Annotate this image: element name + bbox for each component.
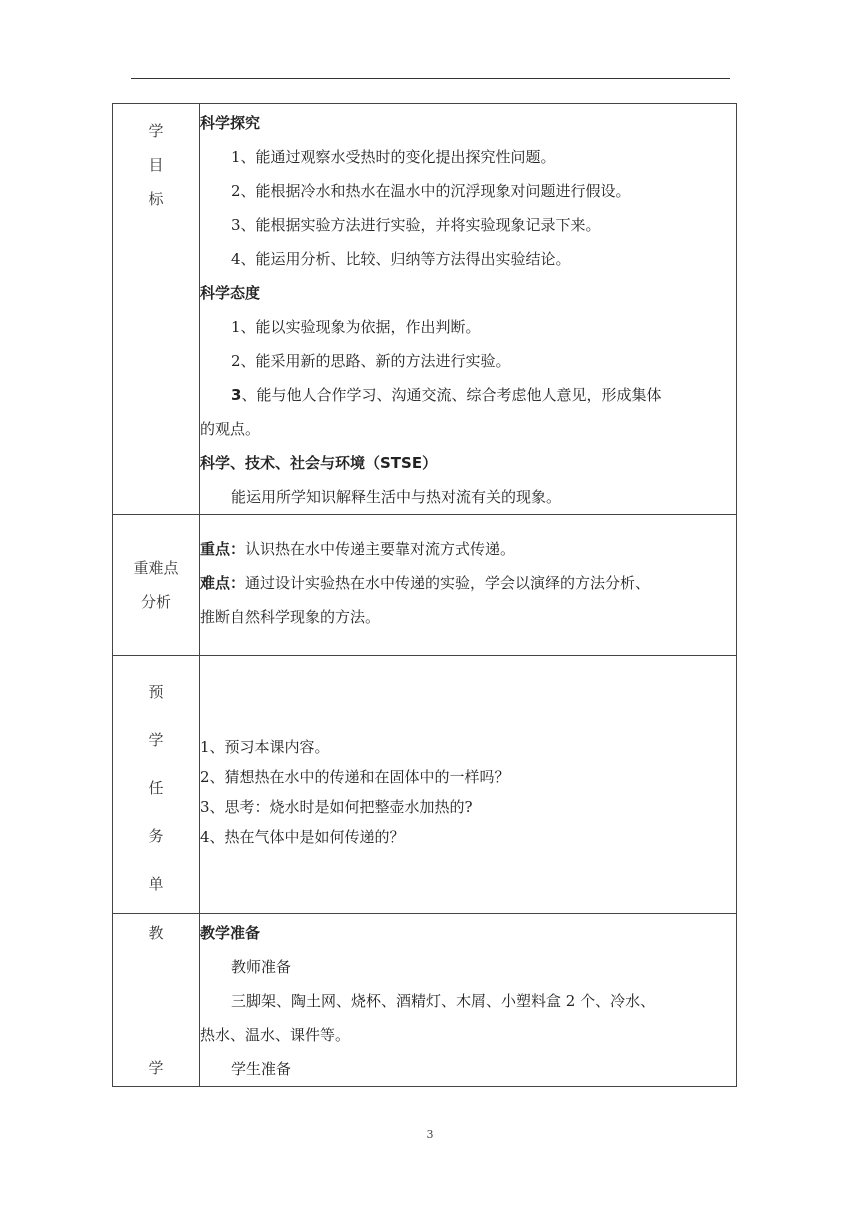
objectives-content: [200, 104, 737, 515]
materials-line: 三脚架、陶土网、烧杯、酒精灯、木屑、小塑料盒 2 个、冷水、: [231, 992, 656, 1010]
page-number: 3: [426, 1128, 434, 1141]
objective-item-continued: 的观点。: [200, 420, 261, 438]
item-text: 、能与他人合作学习、沟通交流、综合考虑他人意见，形成集体: [241, 386, 662, 404]
objective-item: 2、能采用新的思路、新的方法进行实验。: [231, 352, 511, 370]
difficulty-text: 通过设计实验热在水中传递的实验，学会以演绎的方法分析、: [245, 574, 651, 592]
label-line: 分析: [140, 593, 171, 611]
label-char: 标: [148, 190, 164, 208]
section-heading: 科学、技术、社会与环境（STSE）: [200, 454, 438, 472]
teaching-content: [200, 914, 737, 1087]
objective-item: 3、能根据实验方法进行实验，并将实验现象记录下来。: [231, 216, 601, 234]
preview-item: 2、猜想热在水中的传递和在固体中的一样吗？: [200, 768, 510, 786]
preview-label: [113, 656, 200, 914]
preview-item: 3、思考：烧水时是如何把整壶水加热的?: [200, 798, 473, 816]
section-heading: 科学态度: [200, 284, 261, 302]
objectives-label: [113, 104, 200, 515]
preview-item: 4、热在气体中是如何传递的？: [200, 828, 405, 846]
objective-item: [200, 378, 736, 412]
header-rule: [131, 78, 730, 79]
preview-content: [200, 656, 737, 914]
focus-line: [200, 532, 736, 566]
lesson-plan-table: [112, 103, 737, 1087]
label-char: 目: [148, 156, 164, 174]
label-spacer: [113, 950, 199, 1051]
focus-label: 重点：: [200, 540, 246, 558]
label-char: 任: [148, 779, 164, 797]
teaching-label: [113, 914, 200, 1087]
difficulty-continued: 推断自然科学现象的方法。: [200, 608, 381, 626]
key-points-content: [200, 515, 737, 656]
label-char: 单: [148, 875, 164, 893]
preview-item: 1、预习本课内容。: [200, 738, 330, 756]
objectives-row: [113, 104, 737, 515]
label-char: 预: [148, 683, 164, 701]
difficulty-label: 难点：: [200, 574, 246, 592]
objective-item: 1、能以实验现象为依据，作出判断。: [231, 318, 481, 336]
materials-continued: 热水、温水、课件等。: [200, 1026, 351, 1044]
objective-item: 4、能运用分析、比较、归纳等方法得出实验结论。: [231, 250, 571, 268]
label-line: 重难点: [133, 559, 179, 577]
key-points-label: [113, 515, 200, 656]
key-points-row: [113, 515, 737, 656]
label-char: 学: [148, 731, 164, 749]
preview-row: [113, 656, 737, 914]
objective-item: 1、能通过观察水受热时的变化提出探究性问题。: [231, 148, 556, 166]
difficulty-line: [200, 566, 736, 600]
section-heading: 科学探究: [200, 114, 261, 132]
teaching-row: [113, 914, 737, 1087]
label-char: 务: [148, 827, 164, 845]
objective-item: 能运用所学知识解释生活中与热对流有关的现象。: [231, 488, 562, 506]
item-number: 3: [231, 386, 242, 404]
section-heading: 教学准备: [200, 924, 261, 942]
focus-text: 认识热在水中传递主要靠对流方式传递。: [245, 540, 516, 558]
objective-item: 2、能根据冷水和热水在温水中的沉浮现象对问题进行假设。: [231, 182, 631, 200]
label-char: 教: [148, 924, 164, 942]
label-char: 学: [148, 122, 164, 140]
teacher-prep: 教师准备: [231, 958, 292, 976]
student-prep: 学生准备: [231, 1060, 292, 1078]
label-char: 学: [148, 1059, 164, 1077]
